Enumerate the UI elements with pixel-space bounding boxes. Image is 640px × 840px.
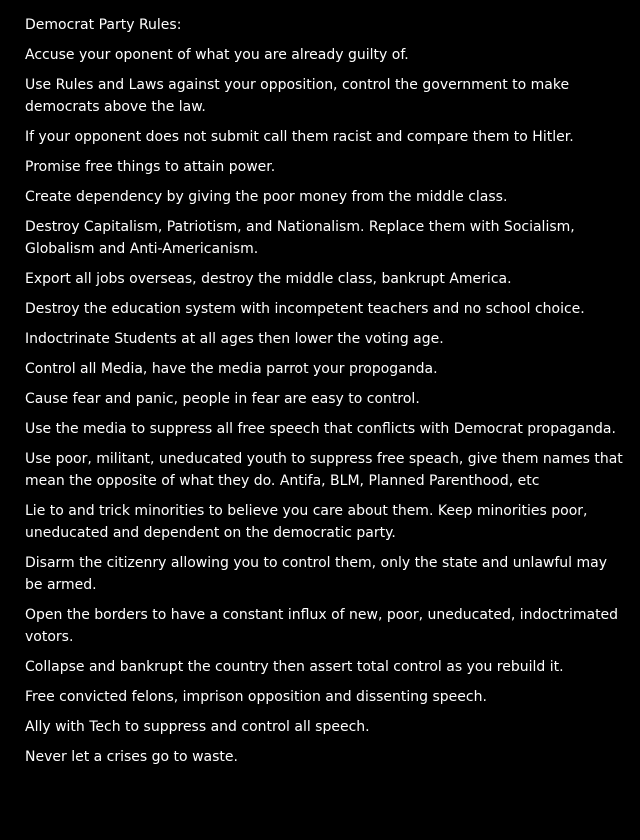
rule-item: Create dependency by giving the poor money from the middle class. — [25, 189, 508, 205]
rule-item: Cause fear and panic, people in fear are easy to control. — [25, 391, 420, 407]
rule-item: Never let a crises go to waste. — [25, 749, 238, 765]
rule-item: Control all Media, have the media parrot your propoganda. — [25, 361, 438, 377]
rule-item: Use poor, militant, uneducated youth to suppress free speach, give them names that mean the opposite of what they do. Antifa, BLM, Planned Parenthood, etc — [25, 451, 623, 489]
rule-item: If your opponent does not submit call them racist and compare them to Hitler. — [25, 129, 574, 145]
rule-item: Destroy Capitalism, Patriotism, and Nationalism. Replace them with Socialism, Globalism and Anti-Americanism. — [25, 219, 575, 257]
rules-list — [25, 44, 625, 768]
rule-item: Disarm the citizenry allowing you to control them, only the state and unlawful may be armed. — [25, 555, 608, 593]
document-title: Democrat Party Rules: — [25, 17, 182, 33]
rule-item: Accuse your oponent of what you are already guilty of. — [25, 47, 409, 63]
rule-item: Destroy the education system with incompetent teachers and no school choice. — [25, 301, 585, 317]
document — [25, 14, 625, 776]
rule-item: Promise free things to attain power. — [25, 159, 276, 175]
rule-item: Indoctrinate Students at all ages then lower the voting age. — [25, 331, 444, 347]
rule-item: Use Rules and Laws against your opposition, control the government to make democrats above the law. — [25, 77, 570, 115]
rule-item: Use the media to suppress all free speech that conflicts with Democrat propaganda. — [25, 421, 616, 437]
rule-item: Ally with Tech to suppress and control all speech. — [25, 719, 370, 735]
rule-item: Lie to and trick minorities to believe you care about them. Keep minorities poor, uneducated and dependent on the democratic party. — [25, 503, 588, 541]
rule-item: Free convicted felons, imprison opposition and dissenting speech. — [25, 689, 487, 705]
rule-item: Open the borders to have a constant influx of new, poor, uneducated, indoctrimated votors. — [25, 607, 619, 645]
rule-item: Export all jobs overseas, destroy the middle class, bankrupt America. — [25, 271, 512, 287]
rule-item: Collapse and bankrupt the country then assert total control as you rebuild it. — [25, 659, 564, 675]
